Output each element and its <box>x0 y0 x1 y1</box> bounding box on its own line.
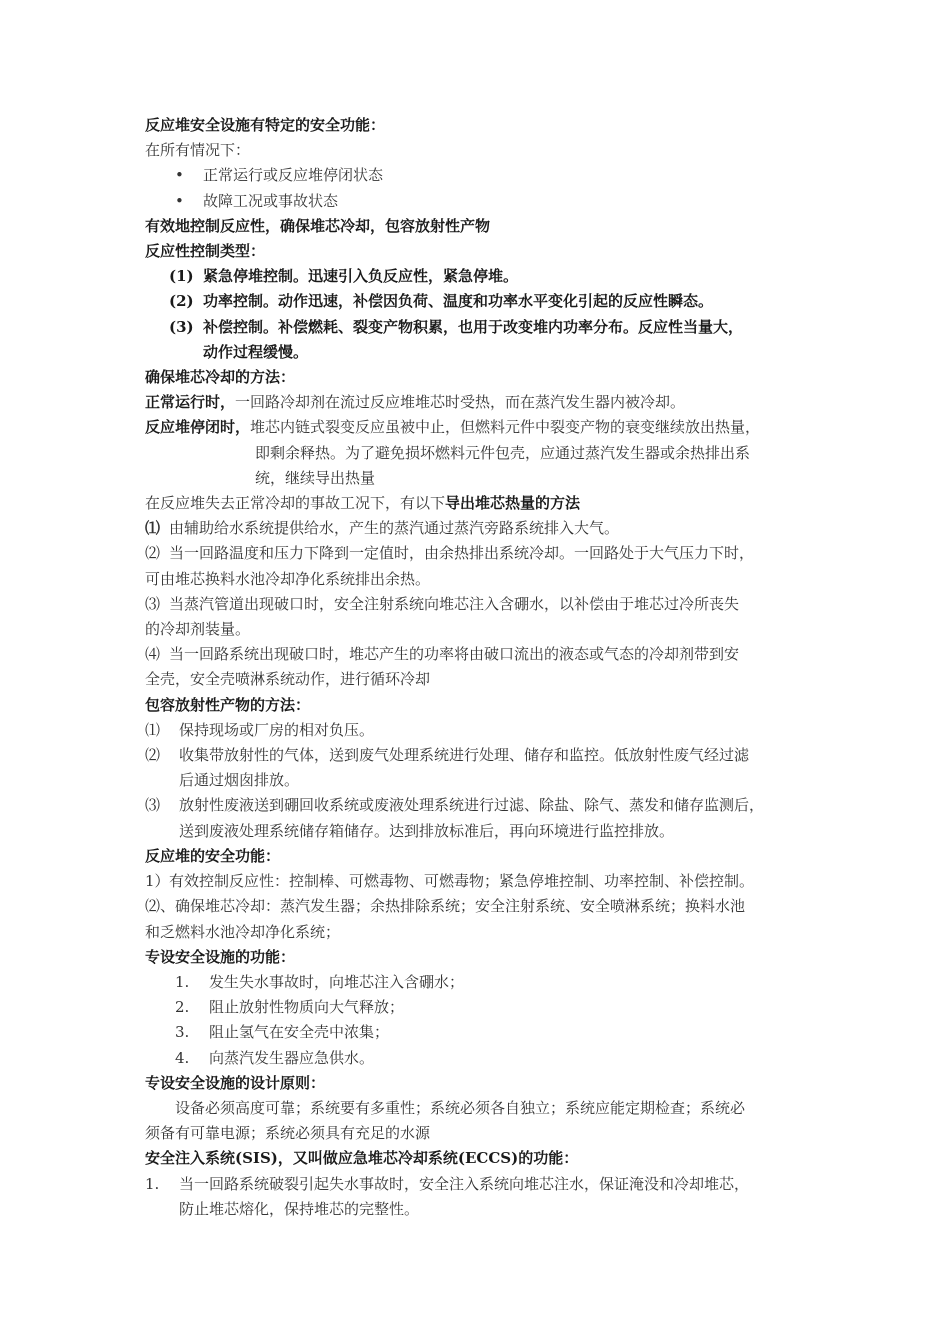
bullet-icon: • <box>175 191 184 210</box>
bullet-icon: • <box>175 166 184 185</box>
normal-operation-line: 正常运行时，一回路冷却剂在流过反应堆堆芯时受热，而在蒸汽发生器内被冷却。 <box>145 393 686 412</box>
heading-safety-functions: 反应堆安全设施有特定的安全功能： <box>145 116 386 134</box>
heading-sis-functions: 安全注入系统(SIS)，又叫做应急堆芯冷却系统(ECCS)的功能： <box>145 1149 579 1168</box>
heading-esf-functions: 专设安全设施的功能： <box>145 947 296 966</box>
containment-item: ⑶ 放射性废液送到硼回收系统或废液处理系统进行过滤、除盐、除气、蒸发和储存监测后， <box>145 796 765 815</box>
reactivity-item: (3) 补偿控制。补偿燃耗、裂变产物积累，也用于改变堆内功率分布。反应性当量大， <box>169 317 744 336</box>
heat-removal-item-continued: 的冷却剂装量。 <box>145 620 251 639</box>
heat-removal-item: ⑶ 当蒸汽管道出现破口时，安全注射系统向堆芯注入含硼水，以补偿由于堆芯过冷所丧失 <box>145 594 740 613</box>
bullet-item: • 正常运行或反应堆停闭状态 <box>145 163 950 188</box>
esf-function-item: 1. 发生失水事故时，向堆芯注入含硼水； <box>175 972 465 991</box>
heat-removal-item: ⑵ 当一回路温度和压力下降到一定值时，由余热排出系统冷却。一回路处于大气压力下时， <box>145 544 755 563</box>
containment-item: ⑴ 保持现场或厂房的相对负压。 <box>145 720 375 739</box>
sis-function-item: 1. 当一回路系统破裂引起失水事故时，安全注入系统向堆芯注水，保证淹没和冷却堆芯， <box>145 1174 750 1193</box>
summary-line: 有效地控制反应性，确保堆芯冷却，包容放射性产物 <box>145 216 491 235</box>
containment-item: ⑵ 收集带放射性的气体，送到废气处理系统进行处理、储存和监控。低放射性废气经过滤 <box>145 746 750 765</box>
esf-function-item: 4. 向蒸汽发生器应急供水。 <box>175 1048 375 1067</box>
heading-core-cooling: 确保堆芯冷却的方法： <box>145 368 296 387</box>
reactivity-item-continued: 动作过程缓慢。 <box>203 342 309 361</box>
heading-esf-design-principles: 专设安全设施的设计原则： <box>145 1073 326 1092</box>
design-principles-text: 设备必须高度可靠；系统要有多重性；系统必须各自独立；系统应能定期检查；系统必 <box>175 1098 746 1117</box>
heat-removal-item-continued: 全壳，安全壳喷淋系统动作，进行循环冷却 <box>145 670 431 689</box>
sis-function-item-continued: 防止堆芯熔化，保持堆芯的完整性。 <box>179 1199 420 1218</box>
bullet-item: • 故障工况或事故状态 <box>145 189 950 214</box>
accident-heat-removal-intro: 在反应堆失去正常冷却的事故工况下，有以下导出堆芯热量的方法 <box>145 494 581 513</box>
text-all-conditions: 在所有情况下： <box>145 141 251 160</box>
safety-function-item: 1）有效控制反应性：控制棒、可燃毒物、可燃毒物；紧急停堆控制、功率控制、补偿控制。 <box>145 872 755 891</box>
heat-removal-item: ⑷ 当一回路系统出现破口时，堆芯产生的功率将由破口流出的液态或气态的冷却剂带到安 <box>145 645 740 664</box>
shutdown-line-continued: 统，继续导出热量 <box>255 468 376 487</box>
heading-reactivity-control: 反应性控制类型： <box>145 242 266 261</box>
heat-removal-item: ⑴ 由辅助给水系统提供给水，产生的蒸汽通过蒸汽旁路系统排入大气。 <box>145 519 620 538</box>
reactivity-item: (2) 功率控制。动作迅速，补偿因负荷、温度和功率水平变化引起的反应性瞬态。 <box>169 292 714 311</box>
heat-removal-item-continued: 可由堆芯换料水池冷却净化系统排出余热。 <box>145 569 431 588</box>
design-principles-text-continued: 须备有可靠电源；系统必须具有充足的水源 <box>145 1124 431 1143</box>
esf-function-item: 2. 阻止放射性物质向大气释放； <box>175 998 405 1017</box>
safety-function-item: ⑵、确保堆芯冷却：蒸汽发生器；余热排除系统；安全注射系统、安全喷淋系统；换料水池 <box>145 897 746 916</box>
containment-item-continued: 后通过烟囱排放。 <box>179 771 300 790</box>
shutdown-line-continued: 即剩余释热。为了避免损坏燃料元件包壳，应通过蒸汽发生器或余热排出系 <box>255 443 751 462</box>
shutdown-line: 反应堆停闭时，堆芯内链式裂变反应虽被中止，但燃料元件中裂变产物的衰变继续放出热量， <box>145 418 761 437</box>
heading-containment: 包容放射性产物的方法： <box>145 695 311 714</box>
esf-function-item: 3. 阻止氢气在安全壳中浓集； <box>175 1023 390 1042</box>
heading-reactor-safety-functions: 反应堆的安全功能： <box>145 846 281 865</box>
reactivity-item: (1) 紧急停堆控制。迅速引入负反应性，紧急停堆。 <box>169 267 519 286</box>
containment-item-continued: 送到废液处理系统储存箱储存。达到排放标准后，再向环境进行监控排放。 <box>179 821 675 840</box>
safety-function-item-continued: 和乏燃料水池冷却净化系统； <box>145 922 341 941</box>
